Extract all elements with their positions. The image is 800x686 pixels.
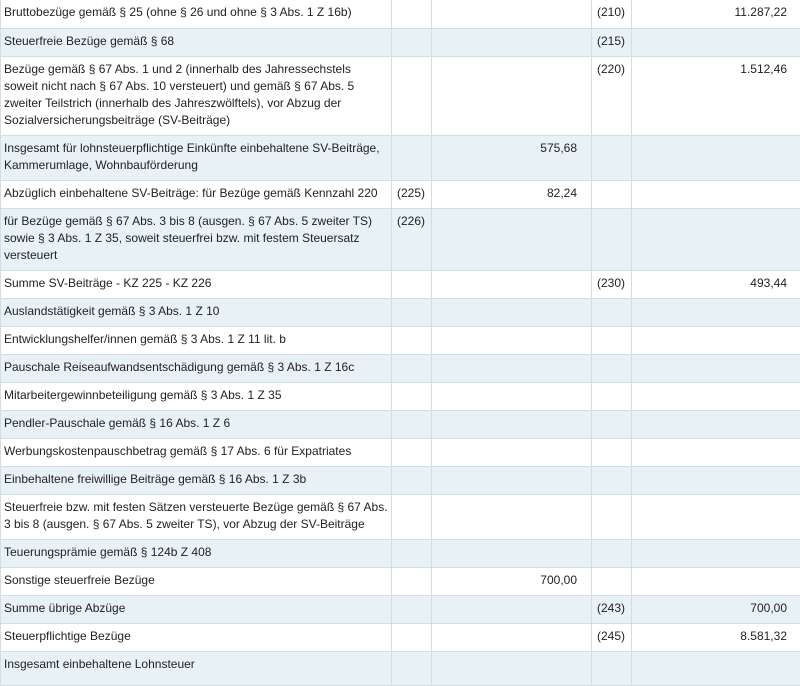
total-cell [632, 136, 800, 181]
amount-cell [432, 327, 592, 355]
total-cell [632, 383, 800, 411]
table-row [1, 652, 800, 686]
row-label: Steuerfreie bzw. mit festen Sätzen versteuerte Bezüge gemäß § 67 Abs. 3 bis 8 (ausgen. § 67 Abs. 5 zweiter TS), vor Abzug der SV-Beiträge [1, 495, 392, 540]
kennzahl-cell [392, 355, 432, 383]
row-label: Einbehaltene freiwillige Beiträge gemäß § 16 Abs. 1 Z 3b [1, 467, 392, 495]
total-cell [632, 209, 800, 271]
total-cell [632, 355, 800, 383]
kennzahl-cell [592, 652, 632, 686]
kennzahl-cell [392, 467, 432, 495]
row-label: Steuerpflichtige Bezüge [1, 624, 392, 652]
row-label: Sonstige steuerfreie Bezüge [1, 568, 392, 596]
kennzahl-cell [592, 383, 632, 411]
kennzahl-cell [592, 209, 632, 271]
kennzahl-cell [592, 540, 632, 568]
total-cell: 8.581,32 [632, 624, 800, 652]
row-label: Pauschale Reiseaufwandsentschädigung gemäß § 3 Abs. 1 Z 16c [1, 355, 392, 383]
total-cell [632, 181, 800, 209]
row-label: Insgesamt für lohnsteuerpflichtige Einkünfte einbehaltene SV-Beiträge, Kammerumlage, Wohnbauförderung [1, 136, 392, 181]
table-row [1, 355, 800, 383]
kennzahl-cell [392, 540, 432, 568]
kennzahl-cell [392, 568, 432, 596]
amount-cell [432, 271, 592, 299]
kennzahl-cell [592, 568, 632, 596]
kennzahl-cell [392, 596, 432, 624]
kennzahl-cell [592, 181, 632, 209]
amount-cell [432, 299, 592, 327]
kennzahl-cell [392, 29, 432, 57]
table-row [1, 439, 800, 467]
kennzahl-cell: (215) [592, 29, 632, 57]
kennzahl-cell [392, 652, 432, 686]
row-label: Entwicklungshelfer/innen gemäß § 3 Abs. 1 Z 11 lit. b [1, 327, 392, 355]
kennzahl-cell [592, 495, 632, 540]
kennzahl-cell [392, 136, 432, 181]
table-row [1, 136, 800, 181]
kennzahl-cell [592, 439, 632, 467]
table-row [1, 596, 800, 624]
amount-cell: 575,68 [432, 136, 592, 181]
row-label: Bruttobezüge gemäß § 25 (ohne § 26 und ohne § 3 Abs. 1 Z 16b) [1, 0, 392, 29]
amount-cell [432, 29, 592, 57]
kennzahl-cell [392, 299, 432, 327]
table-row [1, 271, 800, 299]
table-row [1, 624, 800, 652]
kennzahl-cell [592, 299, 632, 327]
kennzahl-cell [392, 271, 432, 299]
row-label: Bezüge gemäß § 67 Abs. 1 und 2 (innerhalb des Jahressechstels soweit nicht nach § 67 Abs. 10 versteuert) und gemäß § 67 Abs. 5 zweiter Teilstrich (innerhalb des Jahreszwölftels), vor Abzug der Sozialversicherungsbeiträge (SV-Beiträge) [1, 57, 392, 136]
amount-cell [432, 467, 592, 495]
total-cell: 1.512,46 [632, 57, 800, 136]
kennzahl-cell [592, 355, 632, 383]
total-cell [632, 327, 800, 355]
total-cell [632, 568, 800, 596]
row-label: Insgesamt einbehaltene Lohnsteuer [1, 652, 392, 686]
amount-cell: 700,00 [432, 568, 592, 596]
kennzahl-cell [392, 0, 432, 29]
table-row [1, 181, 800, 209]
total-cell [632, 652, 800, 686]
table-row [1, 209, 800, 271]
table-row [1, 495, 800, 540]
row-label: Teuerungsprämie gemäß § 124b Z 408 [1, 540, 392, 568]
amount-cell [432, 209, 592, 271]
total-cell [632, 439, 800, 467]
amount-cell [432, 624, 592, 652]
kennzahl-cell: (230) [592, 271, 632, 299]
amount-cell [432, 652, 592, 686]
table-row [1, 411, 800, 439]
row-label: Werbungskostenpauschbetrag gemäß § 17 Abs. 6 für Expatriates [1, 439, 392, 467]
kennzahl-cell: (243) [592, 596, 632, 624]
kennzahl-cell [592, 467, 632, 495]
kennzahl-cell [392, 57, 432, 136]
total-cell [632, 299, 800, 327]
total-cell: 11.287,22 [632, 0, 800, 29]
table-row [1, 383, 800, 411]
row-label: Steuerfreie Bezüge gemäß § 68 [1, 29, 392, 57]
row-label: für Bezüge gemäß § 67 Abs. 3 bis 8 (ausgen. § 67 Abs. 5 zweiter TS) sowie § 3 Abs. 1 Z 35, soweit steuerfrei bzw. mit festem Steuersatz versteuert [1, 209, 392, 271]
table-row [1, 29, 800, 57]
amount-cell [432, 0, 592, 29]
table-row [1, 327, 800, 355]
table-row [1, 568, 800, 596]
amount-cell [432, 495, 592, 540]
table-row [1, 57, 800, 136]
row-label: Mitarbeitergewinnbeteiligung gemäß § 3 Abs. 1 Z 35 [1, 383, 392, 411]
total-cell [632, 467, 800, 495]
kennzahl-cell: (225) [392, 181, 432, 209]
table-row [1, 540, 800, 568]
row-label: Summe SV-Beiträge - KZ 225 - KZ 226 [1, 271, 392, 299]
table-row [1, 467, 800, 495]
total-cell [632, 495, 800, 540]
kennzahl-cell [392, 624, 432, 652]
kennzahl-cell: (226) [392, 209, 432, 271]
kennzahl-cell [392, 495, 432, 540]
table-row [1, 299, 800, 327]
row-label: Summe übrige Abzüge [1, 596, 392, 624]
amount-cell [432, 411, 592, 439]
table-row [1, 0, 800, 29]
kennzahl-cell [392, 411, 432, 439]
kennzahl-cell: (210) [592, 0, 632, 29]
kennzahl-cell [392, 439, 432, 467]
amount-cell [432, 57, 592, 136]
kennzahl-cell [592, 327, 632, 355]
amount-cell [432, 596, 592, 624]
kennzahl-cell [592, 411, 632, 439]
total-cell [632, 29, 800, 57]
row-label: Pendler-Pauschale gemäß § 16 Abs. 1 Z 6 [1, 411, 392, 439]
total-cell: 493,44 [632, 271, 800, 299]
kennzahl-cell: (220) [592, 57, 632, 136]
kennzahl-cell: (245) [592, 624, 632, 652]
total-cell [632, 411, 800, 439]
row-label: Auslandstätigkeit gemäß § 3 Abs. 1 Z 10 [1, 299, 392, 327]
kennzahl-cell [592, 136, 632, 181]
kennzahl-cell [392, 327, 432, 355]
amount-cell [432, 383, 592, 411]
amount-cell [432, 540, 592, 568]
row-label: Abzüglich einbehaltene SV-Beiträge: für Bezüge gemäß Kennzahl 220 [1, 181, 392, 209]
amount-cell: 82,24 [432, 181, 592, 209]
total-cell: 700,00 [632, 596, 800, 624]
amount-cell [432, 439, 592, 467]
amount-cell [432, 355, 592, 383]
kennzahl-cell [392, 383, 432, 411]
total-cell [632, 540, 800, 568]
